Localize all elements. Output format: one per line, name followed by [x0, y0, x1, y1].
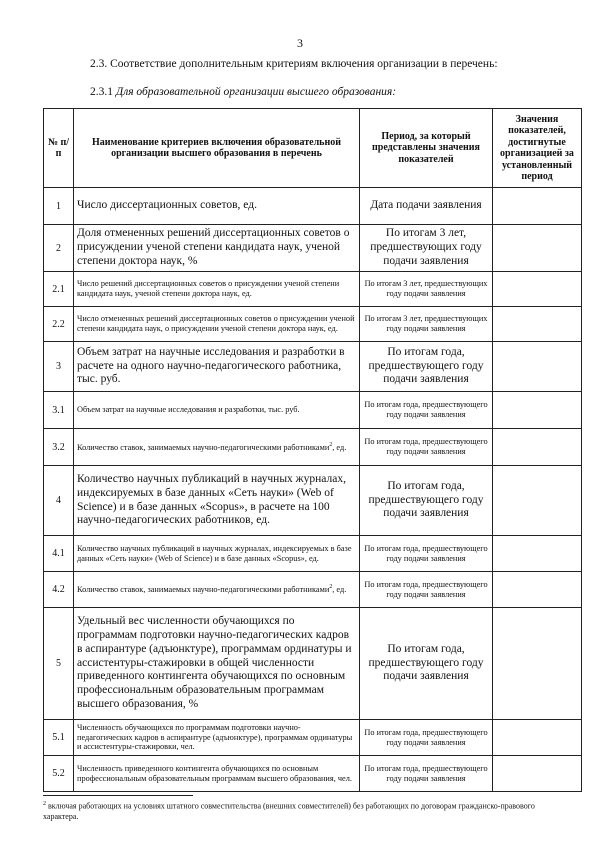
row-name: Численность обучающихся по программам подготовки научно-педагогических кадров в аспирантуре (адъюнктуре), программам ординатуры и ассистентуры-стажировки, чел.: [74, 720, 360, 756]
row-period: По итогам года, предшествующего году подачи заявления: [360, 572, 493, 608]
table-row: [44, 756, 582, 792]
row-value: [493, 536, 582, 572]
row-period: По итогам 3 лет, предшествующих году подачи заявления: [360, 307, 493, 342]
table-row: [44, 188, 582, 225]
row-name-text: Количество ставок, занимаемых научно-педагогическими работниками: [77, 585, 330, 595]
row-value: [493, 720, 582, 756]
page-number: 3: [297, 36, 303, 50]
row-num: 4: [44, 466, 74, 536]
row-value: [493, 307, 582, 342]
row-name: [74, 572, 360, 608]
row-name: Объем затрат на научные исследования и разработки в расчете на одного научно-педагогического работника, тыс. руб.: [74, 342, 360, 392]
table-row: [44, 272, 582, 307]
row-num: 5: [44, 608, 74, 720]
row-period: По итогам года, предшествующего году подачи заявления: [360, 429, 493, 466]
row-num: 1: [44, 188, 74, 225]
table-row: [44, 307, 582, 342]
row-name: Объем затрат на научные исследования и разработки, тыс. руб.: [74, 392, 360, 429]
row-period: По итогам года, предшествующего году подачи заявления: [360, 342, 493, 392]
section-heading: 2.3. Соответствие дополнительным критериям включения организации в перечень:: [90, 58, 498, 70]
row-period: По итогам 3 лет, предшествующих году подачи заявления: [360, 225, 493, 272]
footnote-mark: 2: [43, 801, 46, 807]
subsection-number: 2.3.1: [90, 86, 116, 98]
row-num: 5.1: [44, 720, 74, 756]
row-num: 5.2: [44, 756, 74, 792]
table-header-row: [44, 109, 582, 188]
table-row: [44, 720, 582, 756]
row-num: 4.1: [44, 536, 74, 572]
row-period: По итогам года, предшествующего году подачи заявления: [360, 392, 493, 429]
table-row: [44, 536, 582, 572]
row-value: [493, 572, 582, 608]
header-period: Период, за который представлены значения показателей: [360, 109, 493, 188]
row-value: [493, 342, 582, 392]
table-row: [44, 392, 582, 429]
table-row: [44, 429, 582, 466]
row-name: Численность приведенного контингента обучающихся по основным профессиональным образовательным программам высшего образования, чел.: [74, 756, 360, 792]
row-num: 3.2: [44, 429, 74, 466]
row-period: По итогам года, предшествующего году подачи заявления: [360, 536, 493, 572]
header-value: Значения показателей, достигнутые организацией за установленный период: [493, 109, 582, 188]
table-row: [44, 572, 582, 608]
footnote-text: включая работающих на условиях штатного совместительства (внешних совместителей) без работающих по договорам гражданско-правового характера.: [43, 801, 535, 822]
row-name: Количество научных публикаций в научных журналах, индексируемых в базе данных «Сеть науки» (Web of Science) и в базе данных «Scopus», ед.: [74, 536, 360, 572]
row-num: 4.2: [44, 572, 74, 608]
row-name: Доля отмененных решений диссертационных советов о присуждении ученой степени кандидата наук, ученой степени доктора наук, %: [74, 225, 360, 272]
row-period: По итогам 3 лет, предшествующих году подачи заявления: [360, 272, 493, 307]
row-period: По итогам года, предшествующего году подачи заявления: [360, 608, 493, 720]
table-row: [44, 466, 582, 536]
header-num: № п/п: [44, 109, 74, 188]
footnote-ref: 2: [329, 441, 333, 448]
row-name: Удельный вес численности обучающихся по программам подготовки научно-педагогических кадров в аспирантуре (адъюнктуре), программам ординатуры и ассистентуры-стажировки в общей численности приведенного контингента обучающихся по основным профессиональным образовательным программам высшего образования, %: [74, 608, 360, 720]
row-name: Количество научных публикаций в научных журналах, индексируемых в базе данных «Сеть науки» (Web of Science) и в базе данных «Scopus», в расчете на 100 научно-педагогических работников, ед.: [74, 466, 360, 536]
row-period: По итогам года, предшествующего году подачи заявления: [360, 466, 493, 536]
row-value: [493, 392, 582, 429]
row-name: [74, 429, 360, 466]
row-value: [493, 188, 582, 225]
row-period: По итогам года, предшествующего году подачи заявления: [360, 756, 493, 792]
row-name-unit: , ед.: [332, 442, 347, 452]
row-value: [493, 608, 582, 720]
criteria-table: [43, 108, 582, 792]
row-value: [493, 466, 582, 536]
row-num: 2.2: [44, 307, 74, 342]
subsection-heading: [90, 86, 396, 98]
row-name: Число решений диссертационных советов о присуждении ученой степени кандидата наук, ученой степени доктора наук, ед.: [74, 272, 360, 307]
row-period: Дата подачи заявления: [360, 188, 493, 225]
row-value: [493, 272, 582, 307]
row-num: 2: [44, 225, 74, 272]
row-name: Число отмененных решений диссертационных советов о присуждении ученой степени кандидата наук, о присуждении ученой степени доктора наук, ед.: [74, 307, 360, 342]
row-num: 3: [44, 342, 74, 392]
table-row: [44, 225, 582, 272]
header-name: Наименование критериев включения образовательной организации высшего образования в перечень: [74, 109, 360, 188]
table-row: [44, 608, 582, 720]
row-num: 3.1: [44, 392, 74, 429]
row-value: [493, 756, 582, 792]
subsection-title: Для образовательной организации высшего образования:: [115, 86, 397, 98]
footnote: [43, 801, 543, 822]
table-row: [44, 342, 582, 392]
row-name-text: Количество ставок, занимаемых научно-педагогическими работниками: [77, 442, 330, 452]
row-value: [493, 429, 582, 466]
footnote-divider: [43, 795, 193, 796]
row-name: Число диссертационных советов, ед.: [74, 188, 360, 225]
footnote-ref: 2: [329, 584, 333, 591]
row-name-unit: , ед.: [332, 585, 347, 595]
row-value: [493, 225, 582, 272]
row-period: По итогам года, предшествующего году подачи заявления: [360, 720, 493, 756]
row-num: 2.1: [44, 272, 74, 307]
